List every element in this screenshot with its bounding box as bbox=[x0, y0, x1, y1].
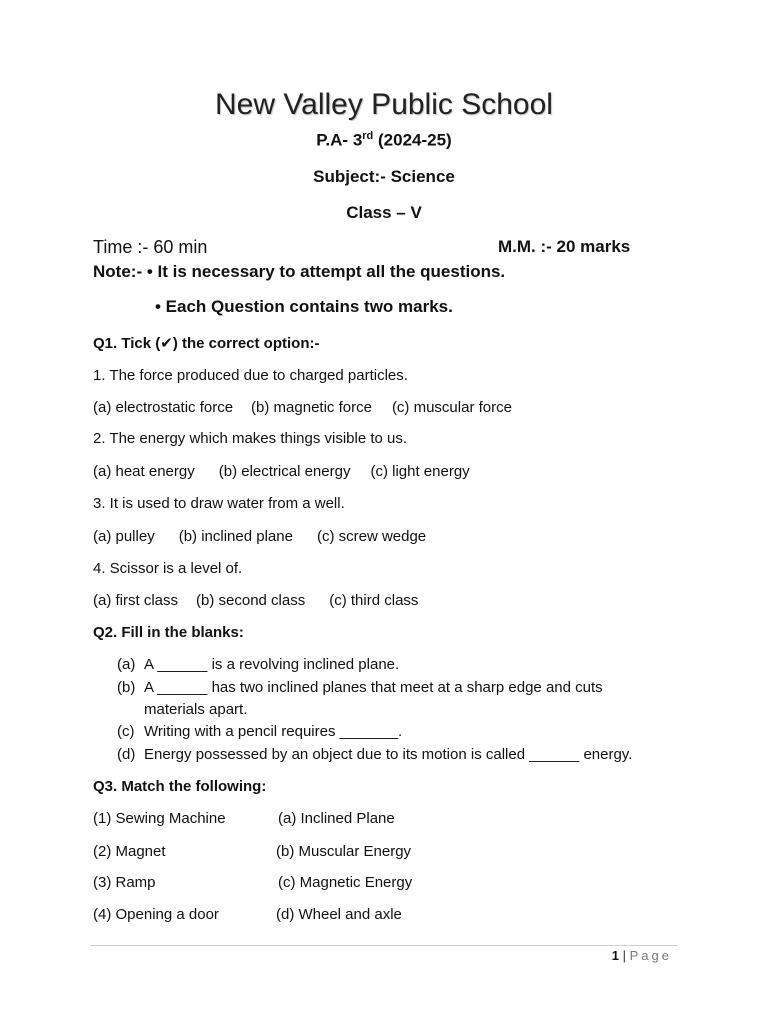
q2-item-text: A ______ is a revolving inclined plane. bbox=[144, 656, 400, 673]
page-number: 1 bbox=[611, 948, 619, 963]
q2-item-text: materials apart. bbox=[144, 701, 248, 718]
q1-option: (a) heat energy bbox=[93, 463, 195, 480]
q2-item-label: (c) bbox=[117, 723, 135, 740]
school-name: New Valley Public School bbox=[215, 88, 553, 121]
time-limit: Time :- 60 min bbox=[93, 237, 208, 257]
match-left-item: (1) Sewing Machine bbox=[93, 810, 226, 827]
q2-item-label: (a) bbox=[117, 656, 136, 673]
note-line-2: • Each Question contains two marks. bbox=[155, 297, 453, 316]
q2-item-label: (b) bbox=[117, 679, 136, 696]
q2-item bbox=[117, 679, 603, 696]
assessment-prefix: P.A- 3 bbox=[316, 130, 363, 150]
q1-option: (a) first class bbox=[93, 592, 179, 609]
q1-question: 1. The force produced due to charged particles. bbox=[93, 367, 408, 384]
q1-heading: Q1. Tick (✔) the correct option:- bbox=[93, 335, 320, 352]
q1-option: (b) inclined plane bbox=[178, 528, 293, 545]
q2-item-label: (d) bbox=[117, 746, 136, 763]
q1-option: (b) electrical energy bbox=[218, 463, 351, 480]
footer-divider bbox=[90, 945, 678, 946]
q1-options bbox=[93, 399, 512, 416]
q1-options bbox=[93, 463, 470, 480]
q1-option: (b) second class bbox=[196, 592, 306, 609]
q1-option: (c) light energy bbox=[370, 463, 470, 480]
q1-question: 4. Scissor is a level of. bbox=[93, 560, 243, 577]
q2-item bbox=[117, 746, 632, 763]
match-left-item: (2) Magnet bbox=[93, 843, 166, 860]
q2-item bbox=[117, 656, 399, 673]
q1-question: 2. The energy which makes things visible to us. bbox=[93, 430, 408, 447]
match-left-item: (3) Ramp bbox=[93, 874, 156, 891]
match-right-item: (a) Inclined Plane bbox=[278, 810, 395, 827]
page-footer bbox=[612, 948, 672, 963]
q2-item bbox=[117, 723, 402, 740]
footer-separator: | bbox=[622, 948, 626, 963]
match-left-item: (4) Opening a door bbox=[93, 906, 219, 923]
q2-item-text: Writing with a pencil requires _______. bbox=[144, 723, 403, 740]
match-right-item: (d) Wheel and axle bbox=[276, 906, 402, 923]
q2-item-continued bbox=[117, 701, 247, 718]
page-label: Page bbox=[629, 948, 672, 963]
q1-options bbox=[93, 592, 418, 609]
q2-item-text: A ______ has two inclined planes that meet at a sharp edge and cuts bbox=[144, 679, 603, 696]
note-line: Note:- • It is necessary to attempt all the questions. bbox=[93, 262, 506, 281]
q1-question: 3. It is used to draw water from a well. bbox=[93, 495, 345, 512]
q2-heading: Q2. Fill in the blanks: bbox=[93, 624, 244, 641]
q2-item-text: Energy possessed by an object due to its motion is called ______ energy. bbox=[144, 746, 633, 763]
q1-option: (a) pulley bbox=[93, 528, 155, 545]
q1-options bbox=[93, 528, 426, 545]
assessment-year: (2024-25) bbox=[373, 130, 452, 150]
q1-option: (a) electrostatic force bbox=[93, 399, 234, 416]
q1-option: (c) third class bbox=[329, 592, 419, 609]
subject-line: Subject:- Science bbox=[313, 167, 455, 186]
q1-option: (c) muscular force bbox=[391, 399, 512, 416]
q1-option: (c) screw wedge bbox=[316, 528, 427, 545]
q3-heading: Q3. Match the following: bbox=[93, 778, 267, 795]
max-marks: M.M. :- 20 marks bbox=[498, 237, 631, 256]
assessment-ordinal: rd bbox=[362, 130, 374, 142]
match-right-item: (c) Magnetic Energy bbox=[278, 874, 413, 891]
class-line: Class – V bbox=[346, 203, 422, 222]
assessment-title bbox=[0, 130, 768, 151]
q1-option: (b) magnetic force bbox=[251, 399, 372, 416]
match-right-item: (b) Muscular Energy bbox=[276, 843, 412, 860]
